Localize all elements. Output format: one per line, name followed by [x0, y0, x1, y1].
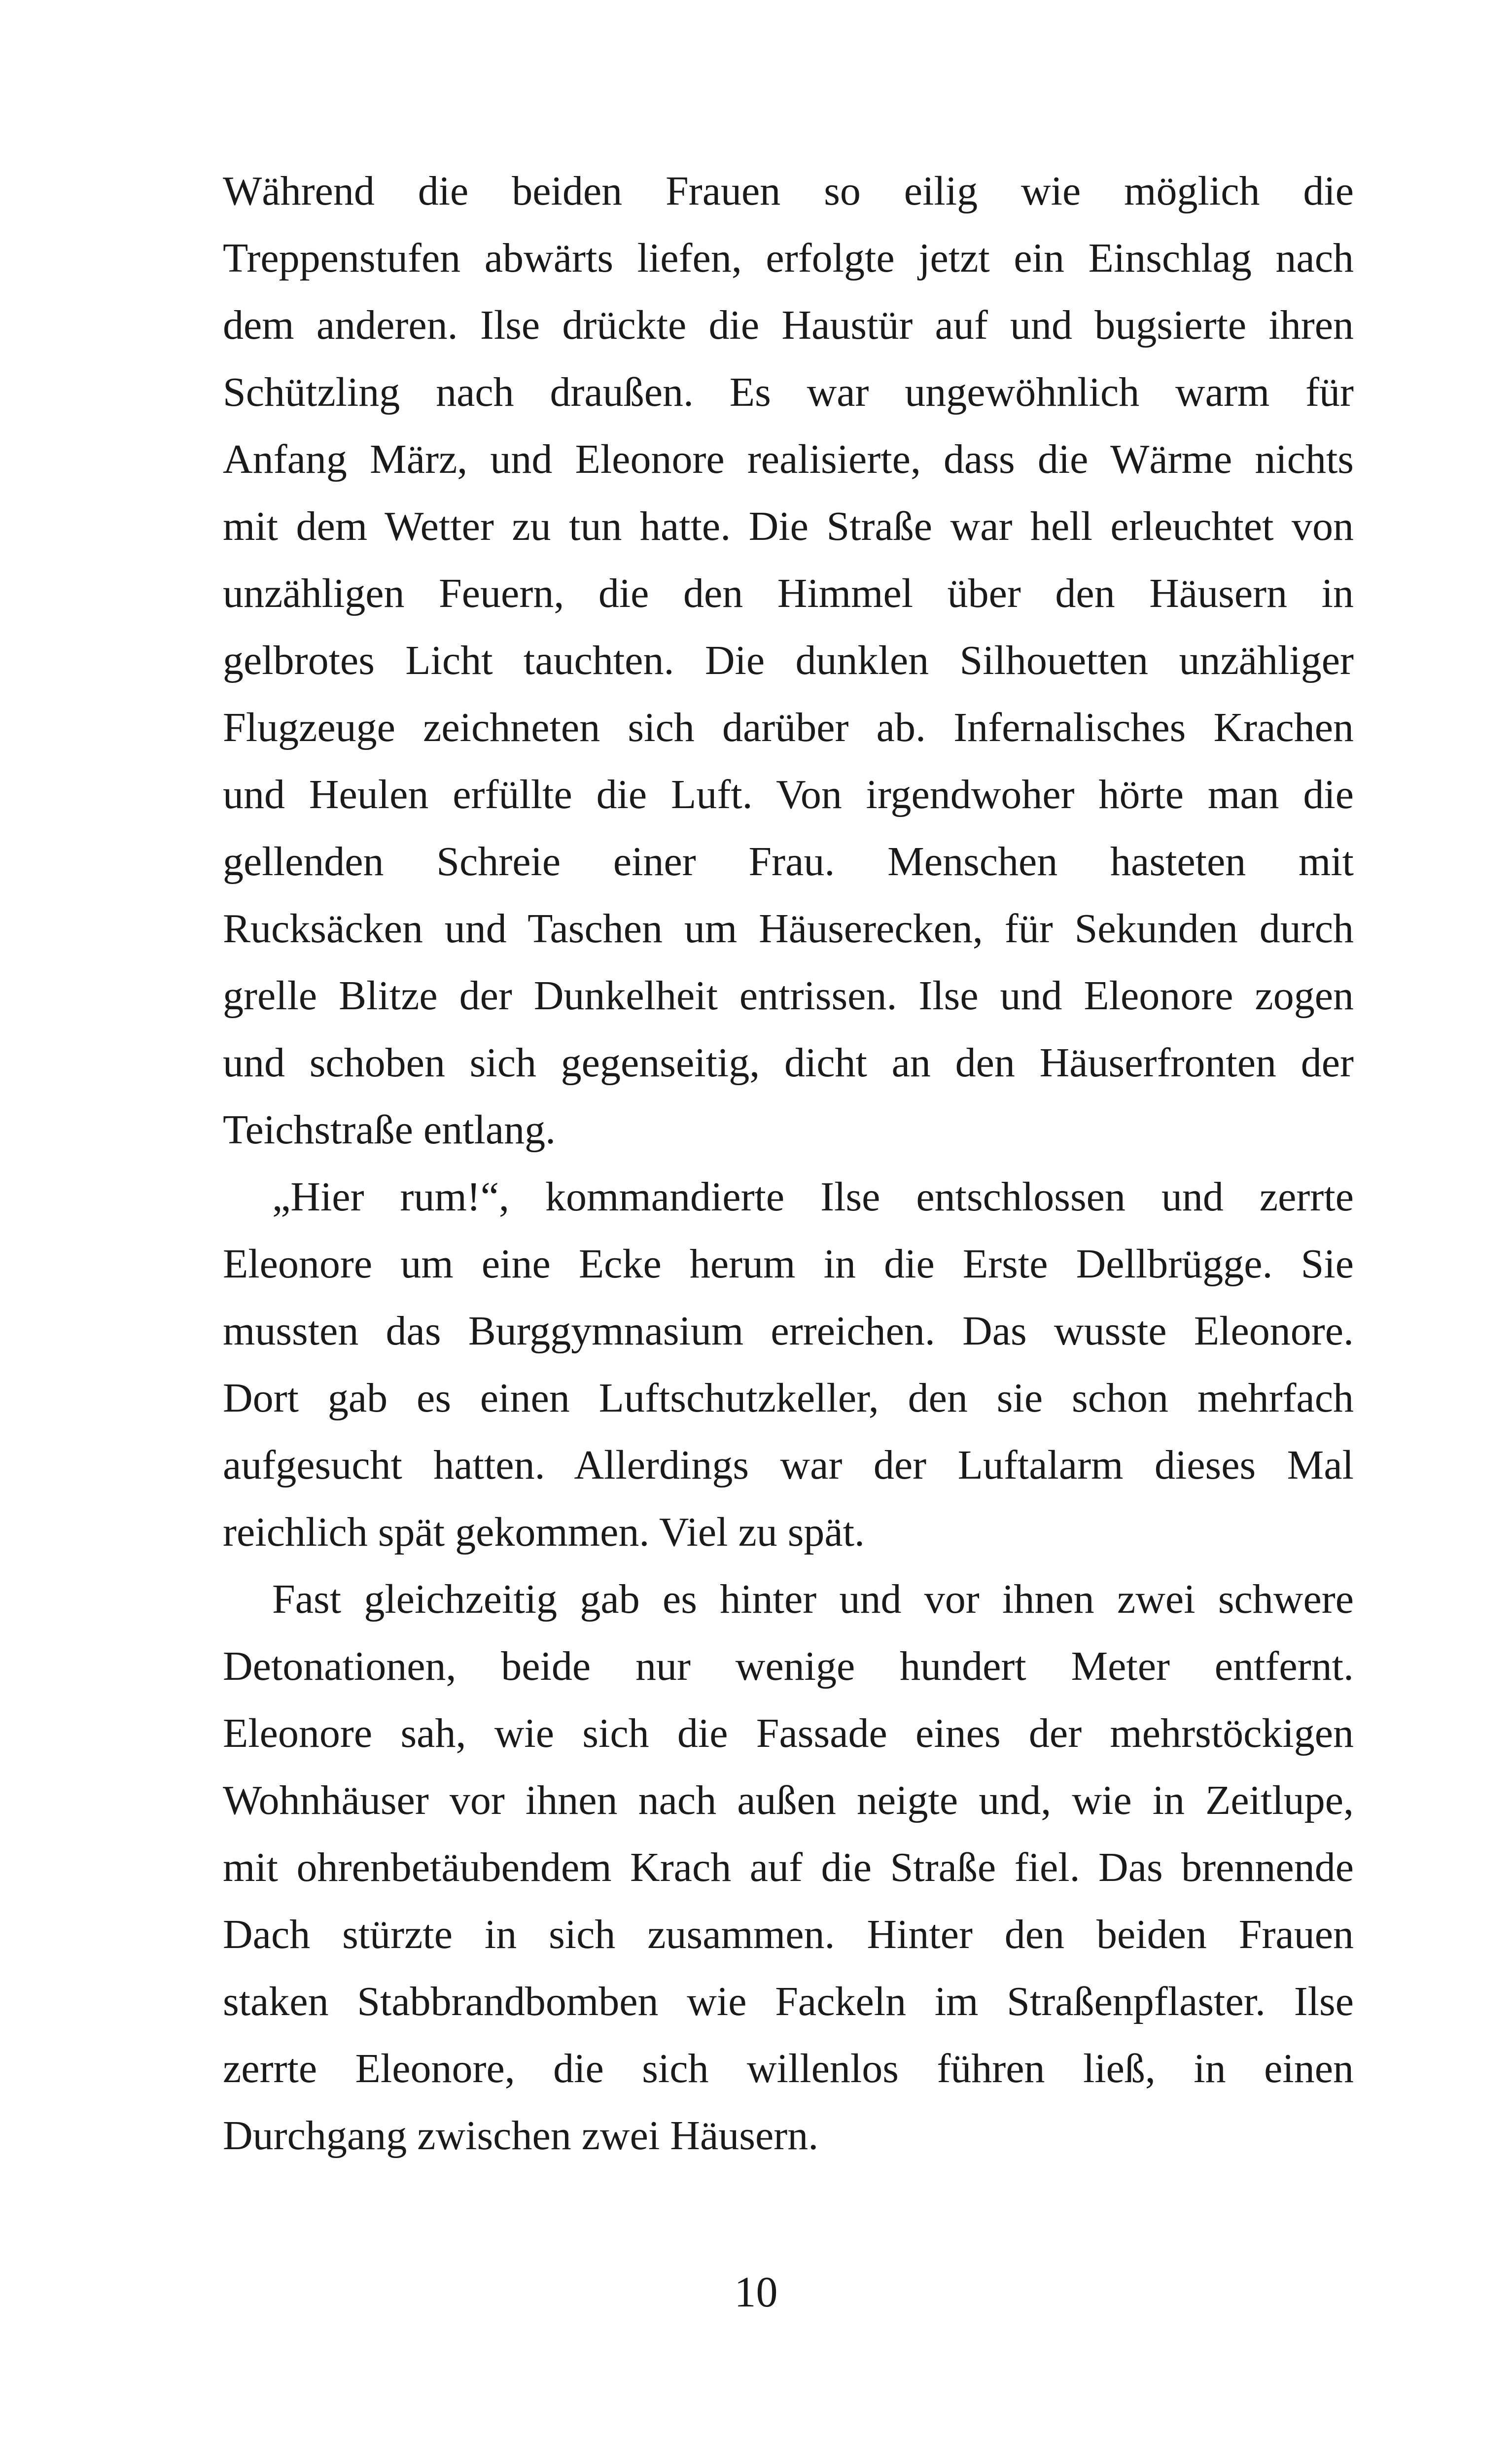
- text-line: Rucksäcken und Taschen um Häuserecken, für Sekunden durch: [223, 906, 1354, 952]
- text-line: Während die beiden Frauen so eilig wie möglich die: [223, 168, 1354, 214]
- text-line: reichlich spät gekommen. Viel zu spät.: [223, 1509, 865, 1555]
- body-text: [223, 158, 1354, 2169]
- text-line: gellenden Schreie einer Frau. Menschen hasteten mit: [223, 839, 1354, 885]
- text-line: und Heulen erfüllte die Luft. Von irgendwoher hörte man die: [223, 772, 1354, 817]
- text-line: Anfang März, und Eleonore realisierte, dass die Wärme nichts: [223, 436, 1354, 482]
- text-line: Detonationen, beide nur wenige hundert Meter entfernt.: [223, 1643, 1354, 1689]
- text-line: mit ohrenbetäubendem Krach auf die Straße fiel. Das brennende: [223, 1844, 1354, 1890]
- text-line: Treppenstufen abwärts liefen, erfolgte jetzt ein Einschlag nach: [223, 235, 1354, 281]
- text-line: gelbrotes Licht tauchten. Die dunklen Silhouetten unzähliger: [223, 638, 1354, 683]
- text-line: Durchgang zwischen zwei Häusern.: [223, 2113, 819, 2159]
- text-line: unzähligen Feuern, die den Himmel über den Häusern in: [223, 570, 1354, 616]
- text-line: Eleonore um eine Ecke herum in die Erste Dellbrügge. Sie: [223, 1241, 1354, 1287]
- text-line: Fast gleichzeitig gab es hinter und vor ihnen zwei schwere: [272, 1576, 1354, 1622]
- text-line: grelle Blitze der Dunkelheit entrissen. Ilse und Eleonore zogen: [223, 973, 1354, 1019]
- text-line: staken Stabbrandbomben wie Fackeln im Straßenpflaster. Ilse: [223, 1979, 1354, 2024]
- text-line: Eleonore sah, wie sich die Fassade eines der mehrstöckigen: [223, 1710, 1354, 1756]
- text-line: zerrte Eleonore, die sich willenlos führen ließ, in einen: [223, 2046, 1354, 2091]
- text-line: Flugzeuge zeichneten sich darüber ab. Infernalisches Krachen: [223, 705, 1354, 750]
- text-line: aufgesucht hatten. Allerdings war der Luftalarm dieses Mal: [223, 1442, 1354, 1488]
- text-line: „Hier rum!“, kommandierte Ilse entschlossen und zerrte: [272, 1174, 1354, 1220]
- text-line: Schützling nach draußen. Es war ungewöhnlich warm für: [223, 369, 1354, 415]
- page-number: 10: [734, 2268, 778, 2316]
- text-line: und schoben sich gegenseitig, dicht an den Häuserfronten der: [223, 1040, 1354, 1086]
- text-line: Dach stürzte in sich zusammen. Hinter den beiden Frauen: [223, 1912, 1354, 1957]
- text-line: mit dem Wetter zu tun hatte. Die Straße war hell erleuchtet von: [223, 503, 1354, 549]
- text-line: Teichstraße entlang.: [223, 1107, 556, 1153]
- text-line: dem anderen. Ilse drückte die Haustür auf und bugsierte ihren: [223, 302, 1354, 348]
- text-line: Dort gab es einen Luftschutzkeller, den sie schon mehrfach: [223, 1375, 1354, 1421]
- text-line: Wohnhäuser vor ihnen nach außen neigte und, wie in Zeitlupe,: [223, 1777, 1354, 1823]
- text-line: mussten das Burggymnasium erreichen. Das wusste Eleonore.: [223, 1308, 1354, 1354]
